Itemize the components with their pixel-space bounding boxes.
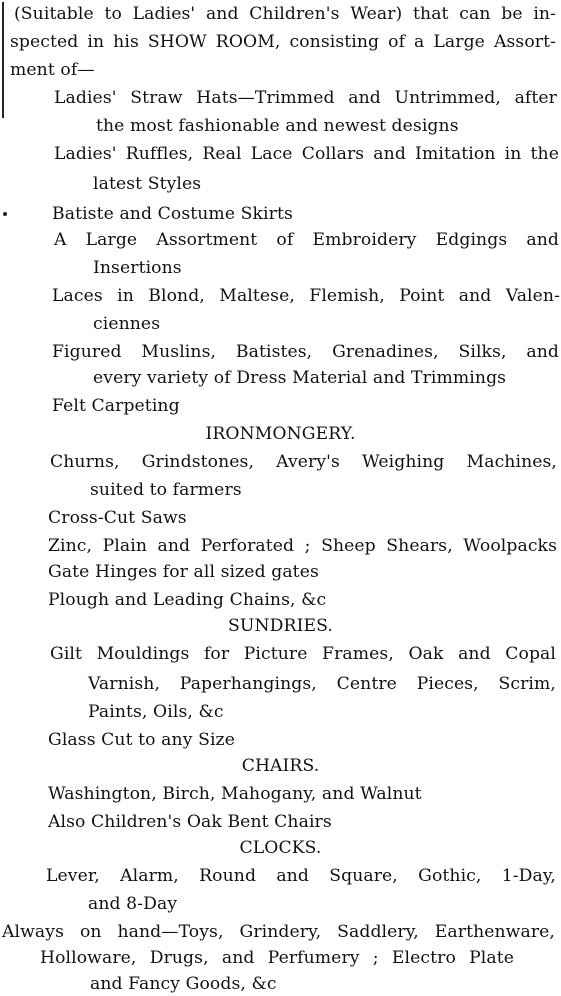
item-saws: Cross-Cut Saws	[48, 508, 187, 528]
item-chains: Plough and Leading Chains, &c	[48, 590, 327, 610]
item-laces: Laces in Blond, Maltese, Flemish, Point and Valen-	[52, 286, 560, 306]
heading-clocks: CLOCKS.	[239, 838, 322, 858]
item-embroidery-cont: Insertions	[93, 258, 182, 278]
intro-line-3: ment of—	[10, 60, 95, 80]
item-muslins: Figured Muslins, Batistes, Grenadines, Silks, and	[52, 342, 559, 362]
item-gilt-mouldings-cont-2: Paints, Oils, &c	[88, 702, 224, 722]
item-churns-cont: suited to farmers	[90, 480, 242, 500]
item-laces-cont: ciennes	[93, 314, 161, 334]
column-rule	[2, 2, 4, 118]
item-glass: Glass Cut to any Size	[48, 730, 235, 750]
heading-chairs: CHAIRS.	[241, 756, 320, 776]
item-gate-hinges: Gate Hinges for all sized gates	[48, 562, 319, 582]
item-clocks-cont: and 8-Day	[88, 894, 178, 914]
item-zinc: Zinc, Plain and Perforated ; Sheep Shears, Woolpacks	[48, 536, 557, 556]
item-gilt-mouldings: Gilt Mouldings for Picture Frames, Oak and Copal	[50, 644, 556, 664]
item-straw-hats: Ladies' Straw Hats—Trimmed and Untrimmed, after	[54, 88, 557, 108]
item-ruffles-cont: latest Styles	[93, 174, 202, 194]
item-straw-hats-cont: the most fashionable and newest designs	[96, 116, 459, 136]
heading-ironmongery: IRONMONGERY.	[205, 424, 356, 444]
item-clocks: Lever, Alarm, Round and Square, Gothic, 1-Day,	[46, 866, 556, 886]
intro-line-1: (Suitable to Ladies' and Children's Wear) that can be in-	[14, 4, 556, 24]
item-skirts: Batiste and Costume Skirts	[52, 204, 293, 224]
item-embroidery: A Large Assortment of Embroidery Edgings and	[54, 230, 559, 250]
closing-line-1: Always on hand—Toys, Grindery, Saddlery, Earthenware,	[2, 922, 555, 942]
item-muslins-cont: every variety of Dress Material and Trimmings	[93, 368, 507, 388]
item-felt-carpeting: Felt Carpeting	[52, 396, 180, 416]
intro-line-2: spected in his SHOW ROOM, consisting of a Large Assort-	[10, 32, 556, 52]
item-washington: Washington, Birch, Mahogany, and Walnut	[48, 784, 422, 804]
item-bent-chairs: Also Children's Oak Bent Chairs	[48, 812, 332, 832]
heading-sundries: SUNDRIES.	[228, 616, 333, 636]
closing-line-3: and Fancy Goods, &c	[90, 974, 277, 994]
item-ruffles: Ladies' Ruffles, Real Lace Collars and Imitation in the	[54, 144, 559, 164]
print-speck	[3, 212, 7, 216]
closing-line-2: Holloware, Drugs, and Perfumery ; Electro Plate	[40, 948, 514, 968]
item-gilt-mouldings-cont: Varnish, Paperhangings, Centre Pieces, Scrim,	[88, 674, 556, 694]
item-churns: Churns, Grindstones, Avery's Weighing Machines,	[50, 452, 557, 472]
